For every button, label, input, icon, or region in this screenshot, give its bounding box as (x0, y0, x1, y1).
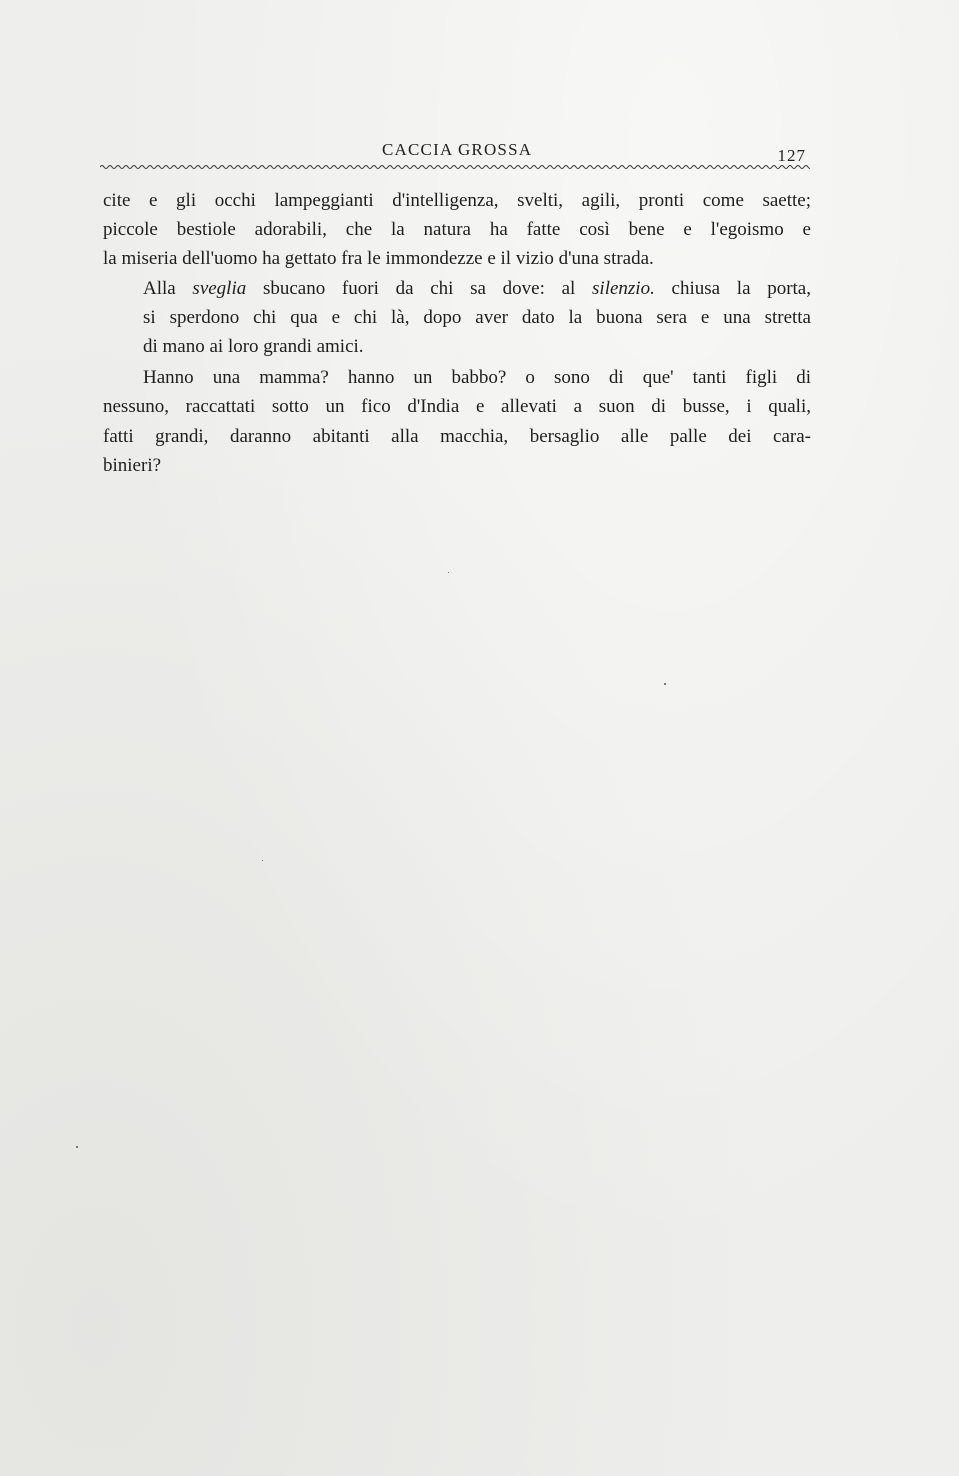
text-line: piccole bestiole adorabili, che la natura ha fatte così bene e l'egoismo e (103, 219, 811, 241)
page-number: 127 (777, 146, 806, 165)
running-title: CACCIA GROSSA (382, 140, 533, 159)
running-head (100, 138, 810, 168)
paper-speck (262, 860, 263, 861)
paragraph-2 (103, 274, 811, 362)
text-line: fatti grandi, daranno abitanti alla macchia, bersaglio alle palle dei cara- (103, 425, 811, 447)
paper-speck (448, 572, 449, 573)
text-line: cite e gli occhi lampeggianti d'intelligenza, svelti, agili, pronti come saette; (103, 190, 811, 211)
body-text (103, 186, 811, 480)
text-line: nessuno, raccattati sotto un fico d'India e allevati a suon di busse, i quali, (103, 396, 811, 418)
italic-word-sveglia: sveglia (192, 277, 247, 299)
paper-speck (76, 1146, 78, 1148)
text-line: si sperdono chi qua e chi là, dopo aver dato la buona sera e una stretta (143, 306, 811, 328)
paragraph-3 (103, 363, 811, 480)
text-line (103, 274, 811, 303)
paragraph-1 (103, 186, 811, 274)
text-run: Alla (143, 277, 193, 299)
text-line: Hanno una mamma? hanno un babbo? o sono di que' tanti figli di (143, 367, 811, 389)
text-run: chiusa la porta, (654, 277, 811, 299)
decorative-wavy-rule (100, 160, 810, 174)
text-line: di mano ai loro grandi amici. (143, 336, 364, 358)
paper-speck (664, 683, 666, 685)
text-run: sbucano fuori da chi sa dove: al (246, 277, 593, 299)
italic-word-silenzio: silenzio. (592, 277, 655, 299)
text-line: binieri? (103, 454, 162, 476)
text-line: la miseria dell'uomo ha gettato fra le immondezze e il vizio d'una strada. (103, 248, 654, 270)
